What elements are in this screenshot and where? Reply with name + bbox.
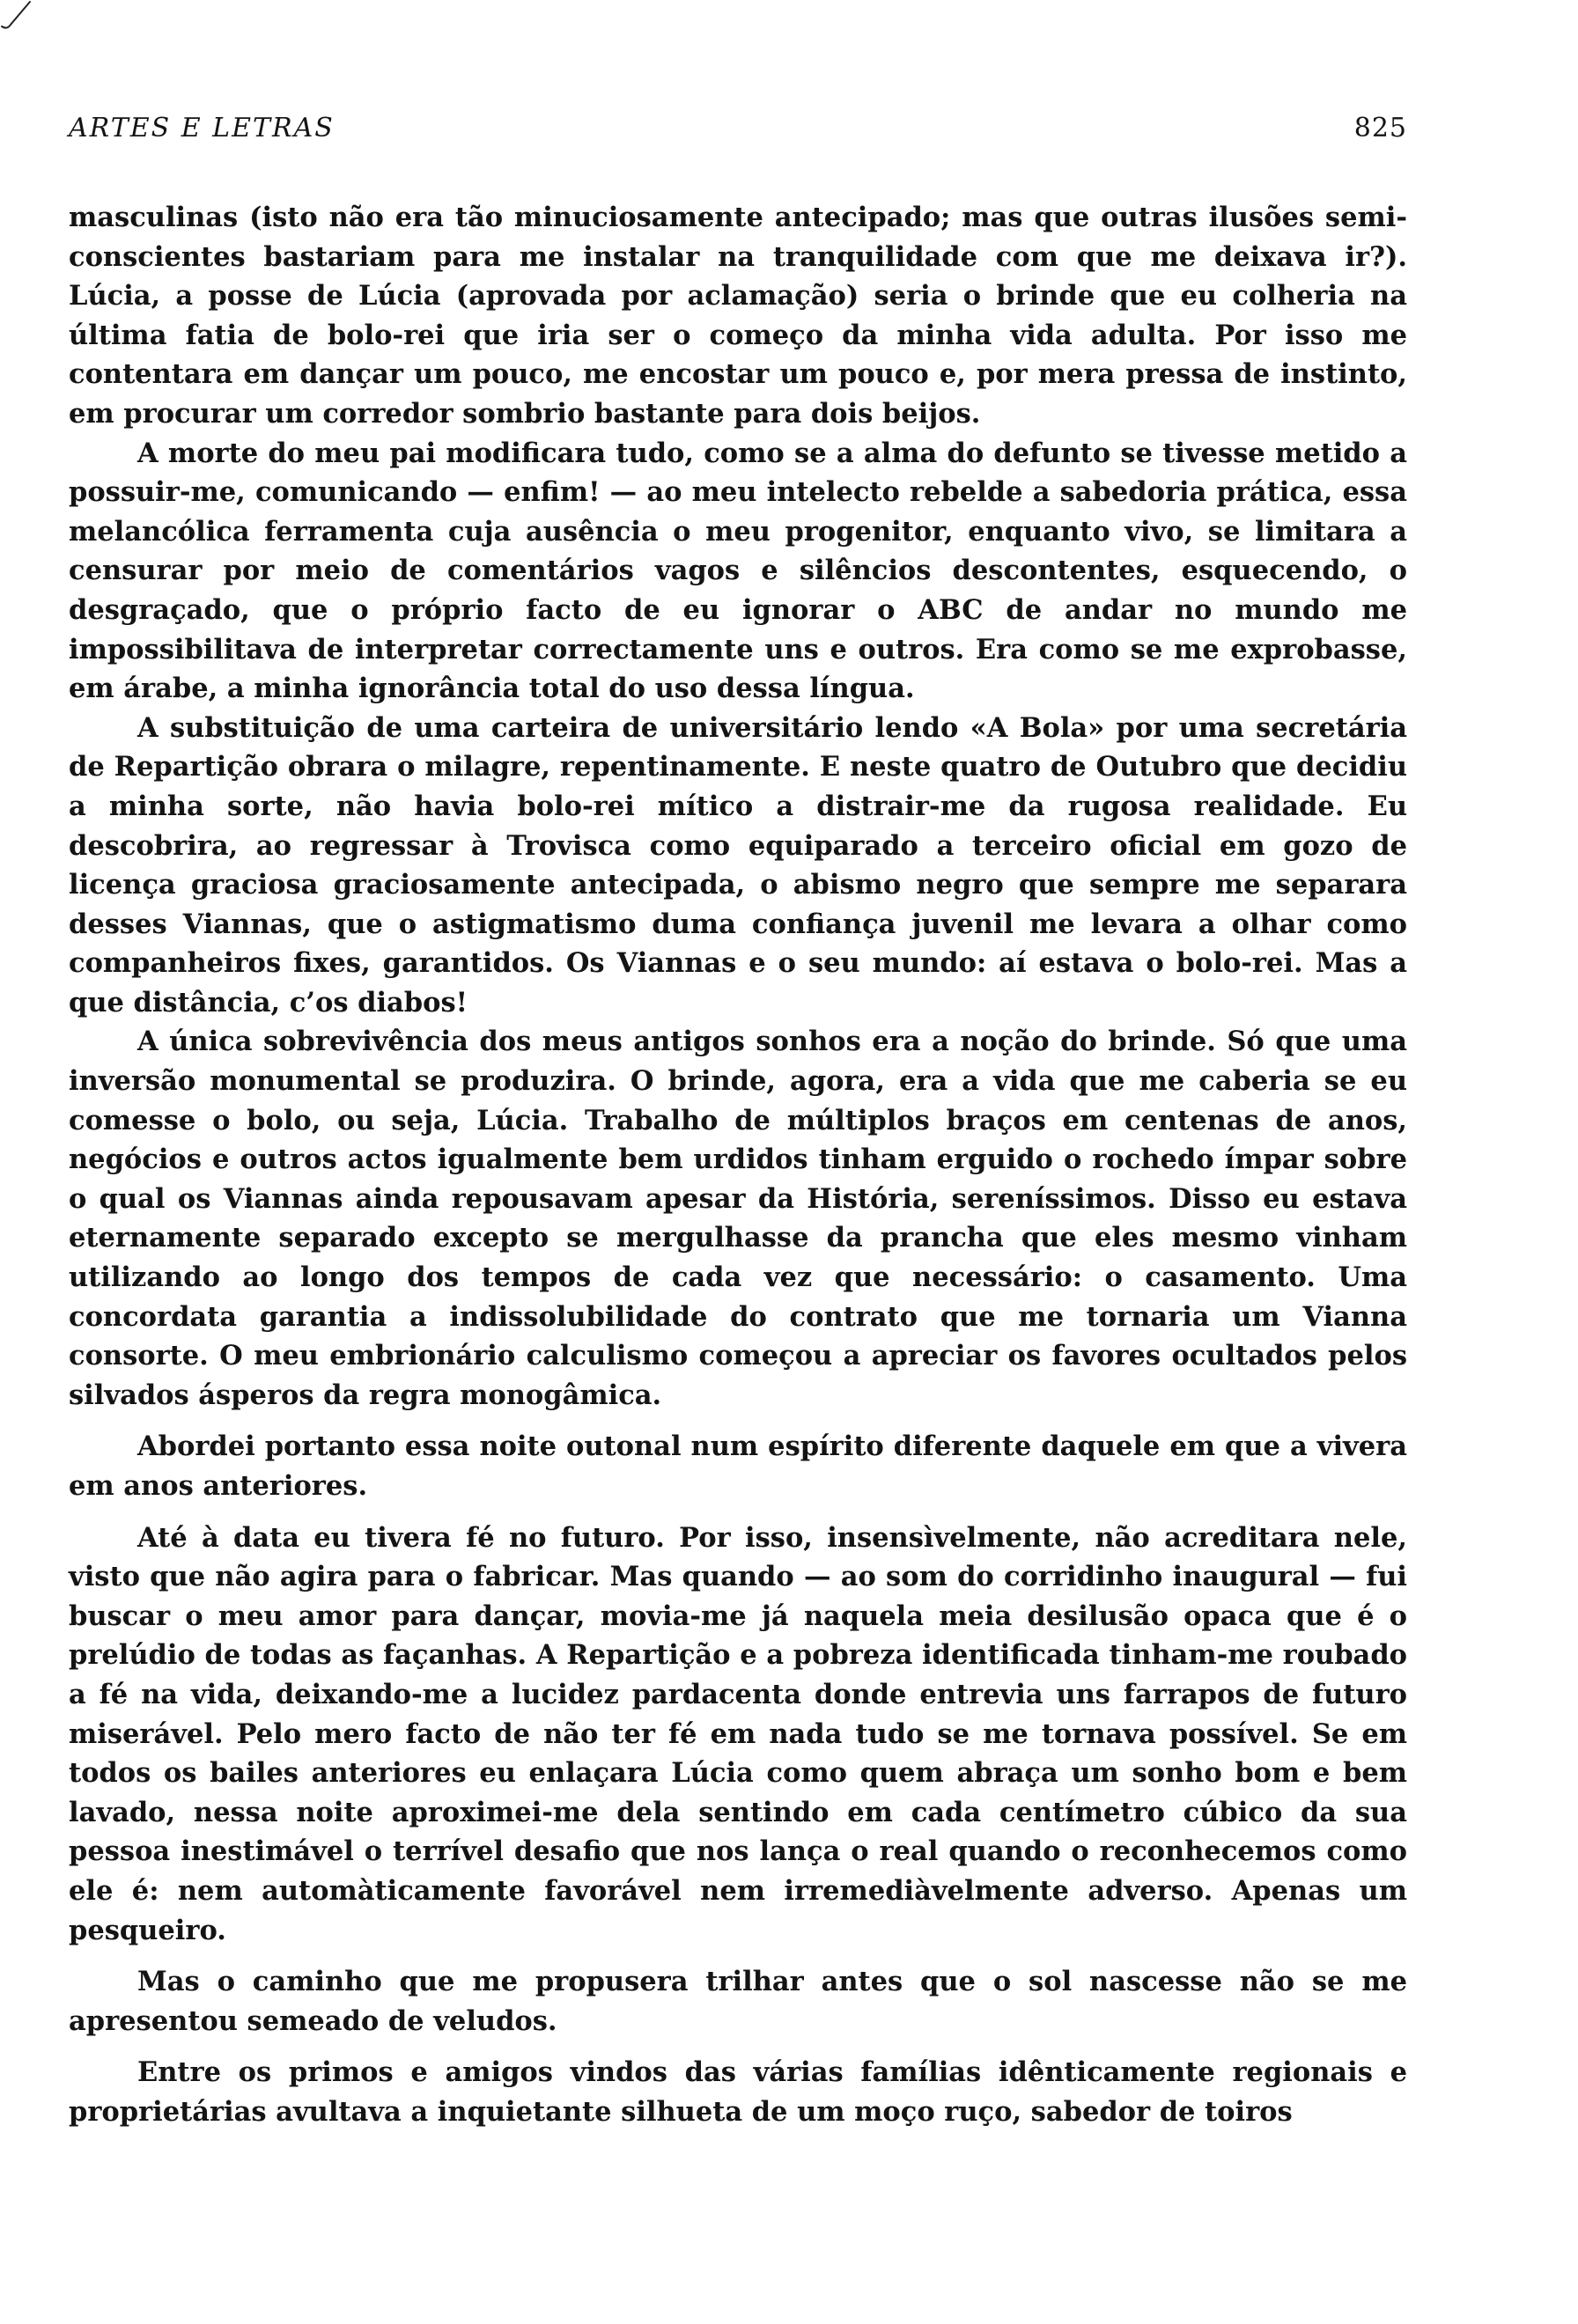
body-text [69,198,1407,2132]
paragraph-6: Até à data eu tivera fé no futuro. Por isso, insensìvelmente, não acreditara nele, visto que não agira para o fabricar. Mas quando — ao som do corridinho inaugural — fui buscar o meu amor para dançar, movia-me já naquela meia desilusão opaca que é o prelúdio de todas as façanhas. A Repartição e a pobreza identificada tinham-me roubado a fé na vida, deixando-me a lucidez pardacenta donde entrevia uns farrapos de futuro miserável. Pelo mero facto de não ter fé em nada tudo se me tornava possível. Se em todos os bailes anteriores eu enlaçara Lúcia como quem abraça um sonho bom e bem lavado, nessa noite aproximei-me dela sentindo em cada centímetro cúbico da sua pessoa inestimável o terrível desafio que nos lança o real quando o reconhecemos como ele é: nem automàticamente favorável nem irremediàvelmente adverso. Apenas um pesqueiro. [69,1521,1407,1946]
handwritten-check-mark [0,0,53,35]
page-number: 825 [1353,113,1407,143]
running-header [69,113,1407,157]
paragraph-8: Entre os primos e amigos vindos das várias famílias idênticamente regionais e proprietárias avultava a inquietante silhueta de um moço ruço, sabedor de toiros [69,2056,1407,2128]
paragraph-4: A única sobrevivência dos meus antigos sonhos era a noção do brinde. Só que uma inversão monumental se produzira. O brinde, agora, era a vida que me caberia se eu comesse o bolo, ou seja, Lúcia. Trabalho de múltiplos braços em centenas de anos, negócios e outros actos igualmente bem urdidos tinham erguido o rochedo ímpar sobre o qual os Viannas ainda repousavam apesar da História, sereníssimos. Disso eu estava eternamente separado excepto se mergulhasse da prancha que eles mesmo vinham utilizando ao longo dos tempos de cada vez que necessário: o casamento. Uma concordata garantia a indissolubilidade do contrato que me tornaria um Vianna consorte. O meu embrionário calculismo começou a apreciar os favores ocultados pelos silvados ásperos da regra monogâmica. [69,1026,1407,1411]
paragraph-3: A substituição de uma carteira de universitário lendo «A Bola» por uma secretária de Repartição obrara o milagre, repentinamente. E neste quatro de Outubro que decidiu a minha sorte, não havia bolo-rei mítico a distrair-me da rugosa realidade. Eu descobrira, ao regressar à Trovisca como equiparado a terceiro oficial em gozo de licença graciosa graciosamente antecipada, o abismo negro que sempre me separara desses Viannas, que o astigmatismo duma confiança juvenil me levara a olhar como companheiros fixes, garantidos. Os Viannas e o seu mundo: aí estava o bolo-rei. Mas a que distância, c’os diabos! [69,711,1407,1019]
running-title: ARTES E LETRAS [69,113,335,143]
paragraph-2: A morte do meu pai modificara tudo, como se a alma do defunto se tivesse metido a possuir-me, comunicando — enfim! — ao meu intelecto rebelde a sabedoria prática, essa melancólica ferramenta cuja ausência o meu progenitor, enquanto vivo, se limitara a censurar por meio de comentários vagos e silêncios descontentes, esquecendo, o desgraçado, que o próprio facto de eu ignorar o ABC de andar no mundo me impossibilitava de interpretar correctamente uns e outros. Era como se me exprobasse, em árabe, a minha ignorância total do uso dessa língua. [69,437,1407,705]
paragraph-1: masculinas (isto não era tão minuciosamente antecipado; mas que outras ilusões semi-conscientes bastariam para me instalar na tranquilidade com que me deixava ir?). Lúcia, a posse de Lúcia (aprovada por aclamação) seria o brinde que eu colheria na última fatia de bolo-rei que iria ser o começo da minha vida adulta. Por isso me contentara em dançar um pouco, me encostar um pouco e, por mera pressa de instinto, em procurar um corredor sombrio bastante para dois beijos. [69,202,1407,430]
paragraph-5: Abordei portanto essa noite outonal num espírito diferente daquele em que a vivera em anos anteriores. [69,1430,1407,1502]
paragraph-7: Mas o caminho que me propusera trilhar antes que o sol nascesse não se me apresentou semeado de veludos. [69,1966,1407,2037]
